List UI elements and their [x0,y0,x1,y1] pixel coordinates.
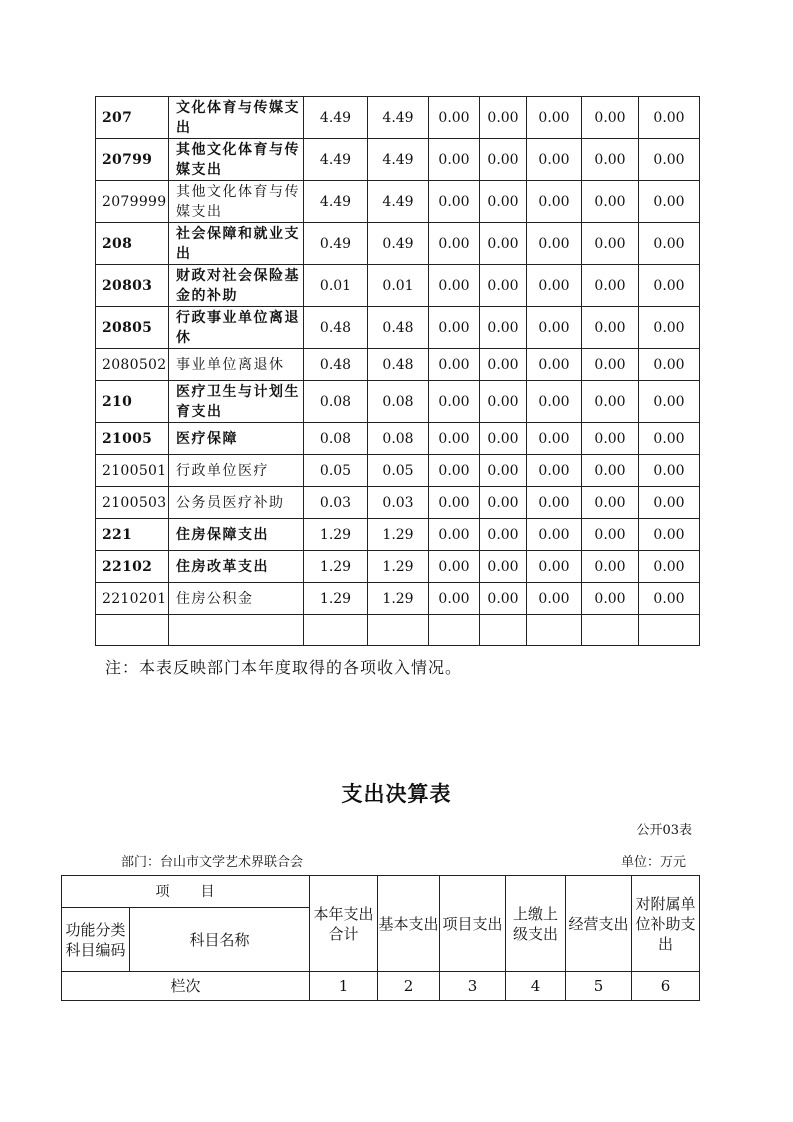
income-table-body [96,97,700,646]
col-header-total: 本年支出合计 [310,876,378,972]
amount-cell: 0.00 [480,307,527,349]
amount-cell: 0.00 [639,423,700,455]
empty-cell [582,615,639,646]
amount-cell: 0.00 [639,97,700,139]
amount-cell: 1.29 [304,519,368,551]
amount-cell: 0.00 [429,349,480,381]
table-note: 注：本表反映部门本年度取得的各项收入情况。 [105,658,463,677]
amount-cell: 0.08 [304,423,368,455]
amount-cell: 0.00 [639,381,700,423]
amount-cell: 1.29 [368,519,429,551]
amount-cell: 0.00 [582,551,639,583]
amount-cell: 0.48 [304,307,368,349]
amount-cell: 0.00 [480,349,527,381]
amount-cell: 0.00 [582,423,639,455]
account-name: 医疗保障 [169,423,304,455]
table-row [96,97,700,139]
amount-cell: 0.49 [368,223,429,265]
amount-cell: 0.00 [480,139,527,181]
amount-cell: 0.00 [527,97,582,139]
empty-cell [527,615,582,646]
empty-cell [96,615,169,646]
amount-cell: 0.00 [582,265,639,307]
col-number: 3 [440,972,506,1001]
amount-cell: 0.00 [527,181,582,223]
amount-cell: 0.48 [368,349,429,381]
amount-cell: 0.01 [304,265,368,307]
account-code: 20803 [96,265,169,307]
table-row [96,381,700,423]
item-header: 项 目 [62,876,310,908]
col-header-operating: 经营支出 [566,876,632,972]
amount-cell: 0.00 [429,519,480,551]
amount-cell: 0.00 [429,181,480,223]
amount-cell: 0.00 [429,265,480,307]
amount-cell: 0.00 [639,139,700,181]
empty-cell [639,615,700,646]
amount-cell: 0.00 [480,423,527,455]
account-name: 其他文化体育与传媒支出 [169,181,304,223]
amount-cell: 0.00 [639,265,700,307]
amount-cell: 0.00 [429,97,480,139]
amount-cell: 0.00 [527,423,582,455]
amount-cell: 0.48 [304,349,368,381]
amount-cell: 0.00 [639,181,700,223]
account-name: 其他文化体育与传媒支出 [169,139,304,181]
account-name: 行政单位医疗 [169,455,304,487]
income-table [95,96,700,646]
amount-cell: 0.00 [639,307,700,349]
amount-cell: 4.49 [304,181,368,223]
account-code: 2100503 [96,487,169,519]
account-code: 2100501 [96,455,169,487]
col-header-remit-upper: 上缴上级支出 [506,876,566,972]
account-code: 207 [96,97,169,139]
amount-cell: 0.00 [639,223,700,265]
amount-cell: 0.00 [480,181,527,223]
amount-cell: 0.00 [527,139,582,181]
account-code: 22102 [96,551,169,583]
name-header: 科目名称 [130,908,310,972]
table-row [96,307,700,349]
empty-cell [169,615,304,646]
amount-cell: 0.00 [429,307,480,349]
amount-cell: 0.00 [582,139,639,181]
expenditure-table [61,875,700,1001]
amount-cell: 1.29 [304,583,368,615]
amount-cell: 4.49 [368,97,429,139]
amount-cell: 0.00 [527,583,582,615]
amount-cell: 4.49 [304,97,368,139]
amount-cell: 0.00 [582,349,639,381]
amount-cell: 0.00 [527,455,582,487]
account-code: 2079999 [96,181,169,223]
table-row [96,139,700,181]
amount-cell: 0.03 [368,487,429,519]
amount-cell: 0.00 [582,97,639,139]
amount-cell: 0.00 [429,139,480,181]
amount-cell: 0.00 [527,519,582,551]
table-row [96,487,700,519]
table-row [96,349,700,381]
amount-cell: 0.00 [480,487,527,519]
col-header-project: 项目支出 [440,876,506,972]
amount-cell: 0.00 [480,455,527,487]
amount-cell: 0.00 [429,583,480,615]
account-name: 住房公积金 [169,583,304,615]
amount-cell: 4.49 [304,139,368,181]
amount-cell: 0.00 [582,223,639,265]
amount-cell: 0.08 [304,381,368,423]
amount-cell: 0.00 [582,181,639,223]
amount-cell: 0.00 [429,223,480,265]
table-row [96,519,700,551]
col-number: 2 [378,972,440,1001]
table-row [96,265,700,307]
amount-cell: 0.00 [429,487,480,519]
amount-cell: 0.00 [480,583,527,615]
amount-cell: 0.00 [527,223,582,265]
amount-cell: 0.00 [639,583,700,615]
table-row [96,223,700,265]
amount-cell: 1.29 [368,551,429,583]
amount-cell: 0.00 [480,551,527,583]
amount-cell: 0.00 [582,519,639,551]
amount-cell: 0.08 [368,381,429,423]
unit-label: 单位：万元 [620,855,686,870]
amount-cell: 0.05 [304,455,368,487]
form-number: 公开03表 [636,823,692,838]
amount-cell: 4.49 [368,181,429,223]
table-row [96,423,700,455]
account-code: 21005 [96,423,169,455]
amount-cell: 0.00 [429,455,480,487]
amount-cell: 0.00 [582,455,639,487]
amount-cell: 0.05 [368,455,429,487]
account-code: 20805 [96,307,169,349]
amount-cell: 0.00 [582,487,639,519]
amount-cell: 0.48 [368,307,429,349]
department-label: 部门：台山市文学艺术界联合会 [121,855,304,870]
account-name: 住房保障支出 [169,519,304,551]
account-name: 住房改革支出 [169,551,304,583]
table-row [96,583,700,615]
account-name: 医疗卫生与计划生育支出 [169,381,304,423]
amount-cell: 0.00 [527,551,582,583]
account-code: 20799 [96,139,169,181]
account-code: 2080502 [96,349,169,381]
col-number: 1 [310,972,378,1001]
amount-cell: 0.00 [639,487,700,519]
column-number-row [62,972,700,1001]
empty-cell [480,615,527,646]
amount-cell: 0.00 [639,349,700,381]
amount-cell: 0.00 [429,551,480,583]
account-name: 公务员医疗补助 [169,487,304,519]
amount-cell: 0.00 [527,381,582,423]
amount-cell: 1.29 [368,583,429,615]
amount-cell: 0.00 [429,423,480,455]
amount-cell: 0.03 [304,487,368,519]
amount-cell: 0.00 [480,381,527,423]
amount-cell: 0.00 [527,487,582,519]
empty-row [96,615,700,646]
expenditure-title: 支出决算表 [341,781,452,806]
empty-cell [429,615,480,646]
amount-cell: 0.00 [480,97,527,139]
account-name: 社会保障和就业支出 [169,223,304,265]
expenditure-header-row [62,876,700,908]
col-number: 4 [506,972,566,1001]
amount-cell: 0.00 [582,381,639,423]
amount-cell: 0.49 [304,223,368,265]
amount-cell: 0.00 [639,551,700,583]
table-row [96,455,700,487]
table-row [96,551,700,583]
amount-cell: 0.00 [480,223,527,265]
account-name: 行政事业单位离退休 [169,307,304,349]
amount-cell: 0.01 [368,265,429,307]
col-number: 6 [632,972,700,1001]
account-code: 210 [96,381,169,423]
amount-cell: 0.08 [368,423,429,455]
amount-cell: 0.00 [480,265,527,307]
amount-cell: 0.00 [480,519,527,551]
empty-cell [304,615,368,646]
col-header-subsidy: 对附属单位补助支出 [632,876,700,972]
code-header: 功能分类科目编码 [62,908,130,972]
account-name: 文化体育与传媒支出 [169,97,304,139]
account-name: 事业单位离退休 [169,349,304,381]
amount-cell: 4.49 [368,139,429,181]
account-name: 财政对社会保险基金的补助 [169,265,304,307]
col-header-basic: 基本支出 [378,876,440,972]
amount-cell: 0.00 [527,307,582,349]
amount-cell: 0.00 [582,307,639,349]
amount-cell: 0.00 [429,381,480,423]
amount-cell: 0.00 [639,519,700,551]
amount-cell: 0.00 [527,265,582,307]
row-label: 栏次 [62,972,310,1001]
amount-cell: 0.00 [527,349,582,381]
amount-cell: 0.00 [582,583,639,615]
account-code: 2210201 [96,583,169,615]
amount-cell: 0.00 [639,455,700,487]
empty-cell [368,615,429,646]
amount-cell: 1.29 [304,551,368,583]
col-number: 5 [566,972,632,1001]
table-row [96,181,700,223]
account-code: 208 [96,223,169,265]
account-code: 221 [96,519,169,551]
